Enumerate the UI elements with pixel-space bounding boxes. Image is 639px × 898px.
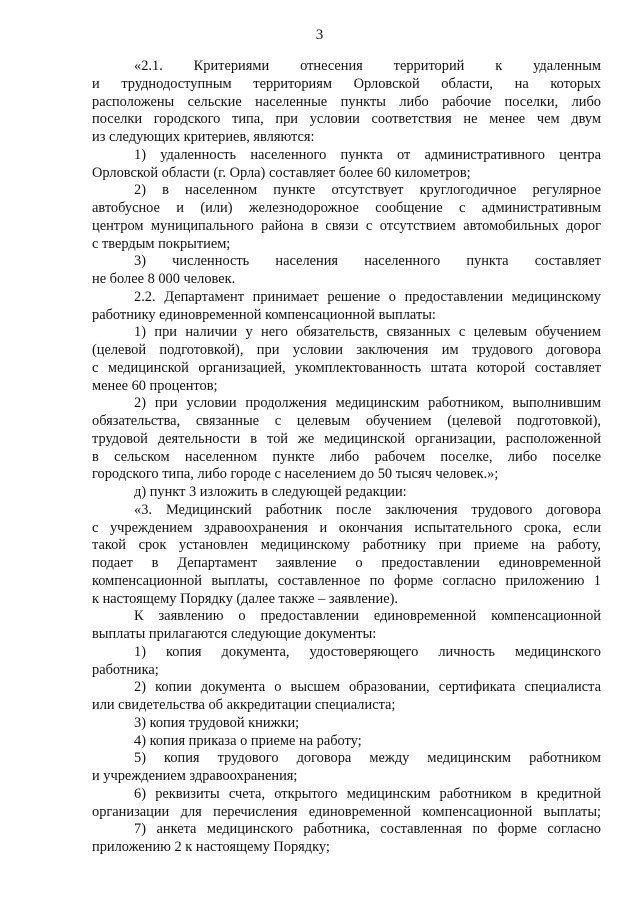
text-line: организации для перечисления единовременной компенсационной выплаты;	[92, 803, 601, 820]
text-line: к настоящему Порядку (далее также – заявление).	[92, 590, 398, 607]
text-line: работнику единовременной компенсационной выплаты:	[92, 306, 436, 323]
text-line: центром муниципального района в связи с отсутствием автомобильных дорог	[92, 217, 601, 234]
document-body	[92, 58, 601, 857]
text-line: 5) копия трудового договора между медицинским работником	[134, 750, 601, 767]
text-line: расположены сельские населенные пункты либо рабочие поселки, либо	[92, 93, 601, 110]
text-line: менее 60 процентов;	[92, 377, 218, 394]
text-line: К заявлению о предоставлении единовременной компенсационной	[134, 608, 601, 625]
text-line: 6) реквизиты счета, открытого медицинским работником в кредитной	[134, 785, 601, 802]
text-line: или свидетельства об аккредитации специалиста;	[92, 697, 396, 713]
text-line: приложению 2 к настоящему Порядку;	[92, 839, 330, 855]
text-line: поселки городского типа, при условии соответствия не менее чем двум	[92, 111, 601, 128]
text-line: с учреждением здравоохранения и окончания испытательного срока, если	[92, 519, 601, 536]
text-line: Орловской области (г. Орла) составляет более 60 километров;	[92, 164, 471, 181]
text-line: 3) численность населения населенного пункта составляет	[134, 253, 601, 270]
text-line: «2.1. Критериями отнесения территорий к удаленным	[134, 58, 601, 74]
text-line: в сельском населенном пункте либо рабочем поселке, либо поселке	[92, 448, 601, 465]
text-line: и учреждением здравоохранения;	[92, 768, 298, 784]
text-line: такой срок установлен медицинскому работнику при приеме на работу,	[92, 537, 601, 554]
text-line: с твердым покрытием;	[92, 235, 231, 252]
text-line: (целевой подготовкой), при условии заключения им трудового договора	[92, 342, 601, 358]
text-line: 7) анкета медицинского работника, составленная по форме согласно	[134, 821, 601, 838]
text-line: трудовой деятельности в той же медицинской организации, расположенной	[92, 430, 601, 447]
text-line: не более 8 000 человек.	[92, 271, 236, 287]
text-line: работника;	[92, 661, 159, 678]
text-line: компенсационной выплаты, составленное по форме согласно приложению 1	[92, 572, 601, 589]
text-line: д) пункт 3 изложить в следующей редакции:	[134, 484, 407, 500]
text-line: 2) при условии продолжения медицинским работником, выполнившим	[134, 395, 601, 412]
text-line: 1) копия документа, удостоверяющего личность медицинского	[134, 643, 601, 660]
text-line: городского типа, либо городе с населением до 50 тысяч человек.»;	[92, 466, 499, 483]
text-line: из следующих критериев, являются:	[92, 129, 315, 145]
text-line: выплаты прилагаются следующие документы:	[92, 626, 377, 642]
text-line: с медицинской организацией, укомплектованность штата которой составляет	[92, 359, 601, 376]
text-line: 1) при наличии у него обязательств, связанных с целевым обучением	[134, 324, 601, 341]
text-line: 2) в населенном пункте отсутствует круглогодичное регулярное	[134, 182, 601, 199]
text-line: 4) копия приказа о приеме на работу;	[134, 732, 362, 749]
page-number: 3	[315, 27, 324, 43]
text-line: 2) копии документа о высшем образовании, сертификата специалиста	[134, 679, 601, 696]
text-line: «3. Медицинский работник после заключения трудового договора	[134, 501, 601, 518]
text-line: 1) удаленность населенного пункта от административного центра	[134, 146, 601, 163]
text-line: автобусное и (или) железнодорожное сообщение с административным	[92, 200, 601, 216]
text-line: 2.2. Департамент принимает решение о предоставлении медицинскому	[134, 288, 601, 305]
text-line: 3) копия трудовой книжки;	[134, 714, 300, 731]
text-line: обязательства, связанные с целевым обучением (целевой подготовкой),	[92, 413, 601, 429]
text-line: подает в Департамент заявление о предоставлении единовременной	[92, 555, 601, 571]
text-line: и труднодоступным территориям Орловской области, на которых	[92, 75, 601, 92]
